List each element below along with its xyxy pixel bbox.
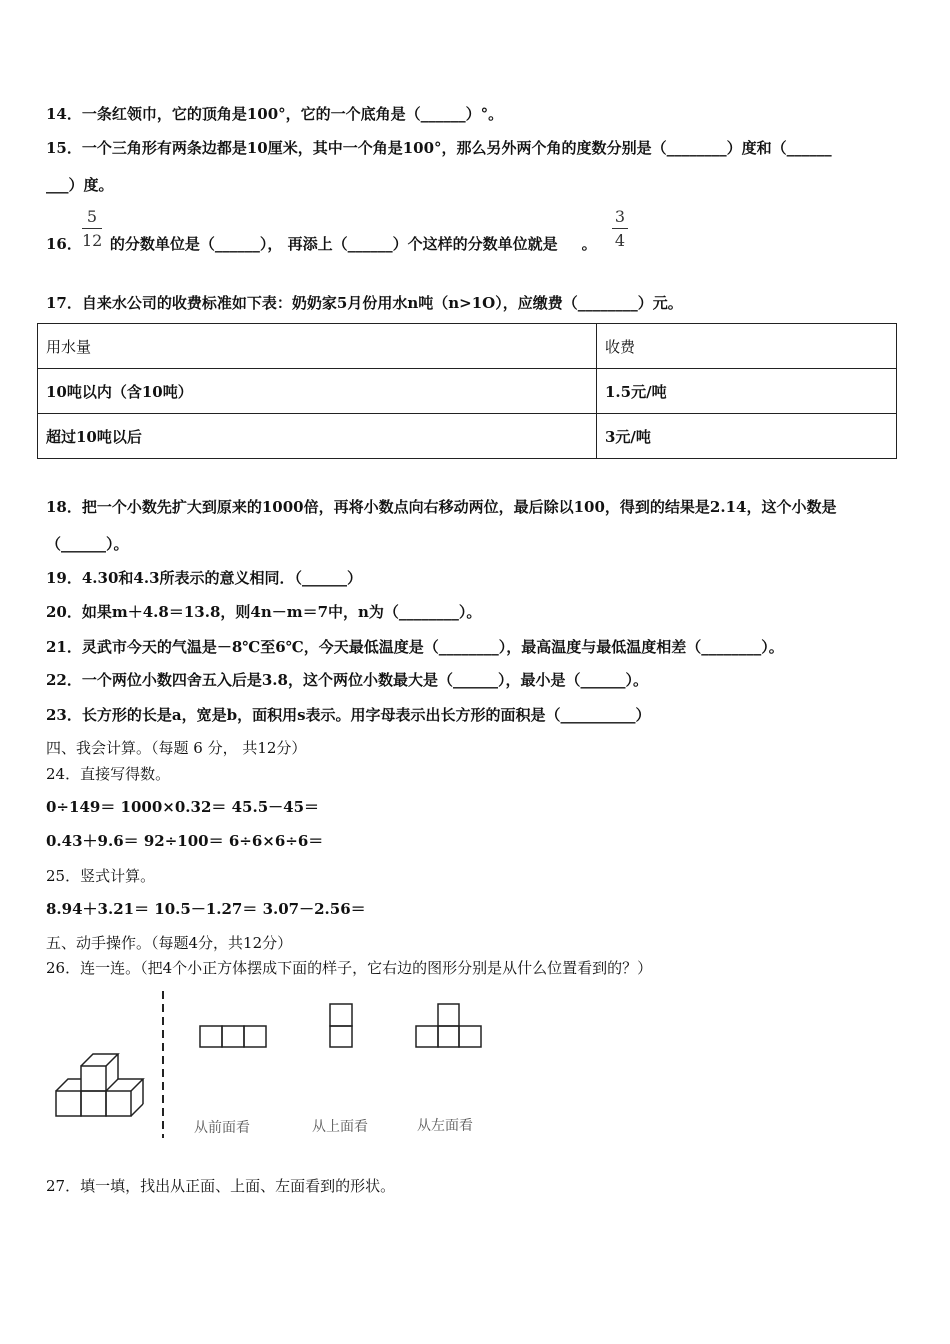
- question-21: 21．灵武市今天的气温是－8℃至6℃，今天最低温度是（________），最高温度与最低温度相差（________）。: [46, 638, 784, 656]
- water-fee-table: [37, 323, 897, 459]
- table-row: [38, 414, 897, 459]
- calc-row-2: 0.43＋9.6＝ 92÷100＝ 6÷6×6÷6＝: [46, 832, 324, 850]
- table-header-cell: 收费: [597, 324, 897, 369]
- question-14: 14．一条红领巾，它的顶角是100°，它的一个底角是（______）°。: [46, 105, 504, 123]
- question-17: 17．自来水公司的收费标准如下表：奶奶家5月份用水n吨（n>1O），应缴费（________）元。: [46, 294, 683, 312]
- question-15: 15．一个三角形有两条边都是10厘米，其中一个角是100°，那么另外两个角的度数分别是（________）度和（______: [46, 139, 832, 157]
- section-5-heading: 五、动手操作。（每题4分，共12分）: [46, 934, 293, 952]
- table-cell: 10吨以内（含10吨）: [38, 369, 597, 414]
- question-18-cont: （______）。: [46, 535, 129, 553]
- top-view-shape: [330, 1004, 352, 1047]
- question-18: 18．把一个小数先扩大到原来的1000倍，再将小数点向右移动两位，最后除以100，得到的结果是2.14，这个小数是: [46, 498, 837, 516]
- question-15-cont: ___）度。: [46, 176, 114, 194]
- question-25: 25．竖式计算。: [46, 867, 156, 885]
- question-20: 20．如果m＋4.8＝13.8，则4n－m＝7中，n为（________）。: [46, 603, 482, 621]
- table-row: [38, 369, 897, 414]
- table-cell: 1.5元/吨: [597, 369, 897, 414]
- caption-top-view: 从上面看: [312, 1119, 368, 1135]
- question-16: 16． 的分数单位是（______）， 再添上（______）个这样的分数单位就是 。: [46, 235, 597, 253]
- fraction-3-4: 3 4: [612, 207, 628, 250]
- left-view-shape: [416, 1004, 481, 1047]
- front-view-shape: [200, 1026, 266, 1047]
- calc-row-1: 0÷149＝ 1000×0.32＝ 45.5－45＝: [46, 798, 320, 816]
- question-23: 23．长方形的长是a，宽是b，面积用s表示。用字母表示出长方形的面积是（__________）: [46, 706, 651, 724]
- caption-left-view: 从左面看: [417, 1118, 473, 1134]
- fraction-5-12: 5 12: [82, 207, 103, 250]
- section-4-heading: 四、我会计算。（每题 6 分， 共12分）: [46, 739, 307, 757]
- table-cell: 超过10吨以后: [38, 414, 597, 459]
- calc-row-3: 8.94＋3.21＝ 10.5－1.27＝ 3.07－2.56＝: [46, 900, 366, 918]
- question-22: 22．一个两位小数四舍五入后是3.8，这个两位小数最大是（______），最小是（______）。: [46, 671, 648, 689]
- table-cell: 3元/吨: [597, 414, 897, 459]
- question-27: 27．填一填，找出从正面、上面、左面看到的形状。: [46, 1177, 396, 1195]
- caption-front-view: 从前面看: [194, 1120, 250, 1136]
- cube-stack-drawing: [56, 1054, 143, 1116]
- question-26: 26．连一连。（把4个小正方体摆成下面的样子，它右边的图形分别是从什么位置看到的？）: [46, 959, 653, 977]
- question-19: 19．4.30和4.3所表示的意义相同．（______）: [46, 569, 363, 587]
- table-header-cell: 用水量: [38, 324, 597, 369]
- question-24: 24．直接写得数。: [46, 765, 171, 783]
- table-header-row: [38, 324, 897, 369]
